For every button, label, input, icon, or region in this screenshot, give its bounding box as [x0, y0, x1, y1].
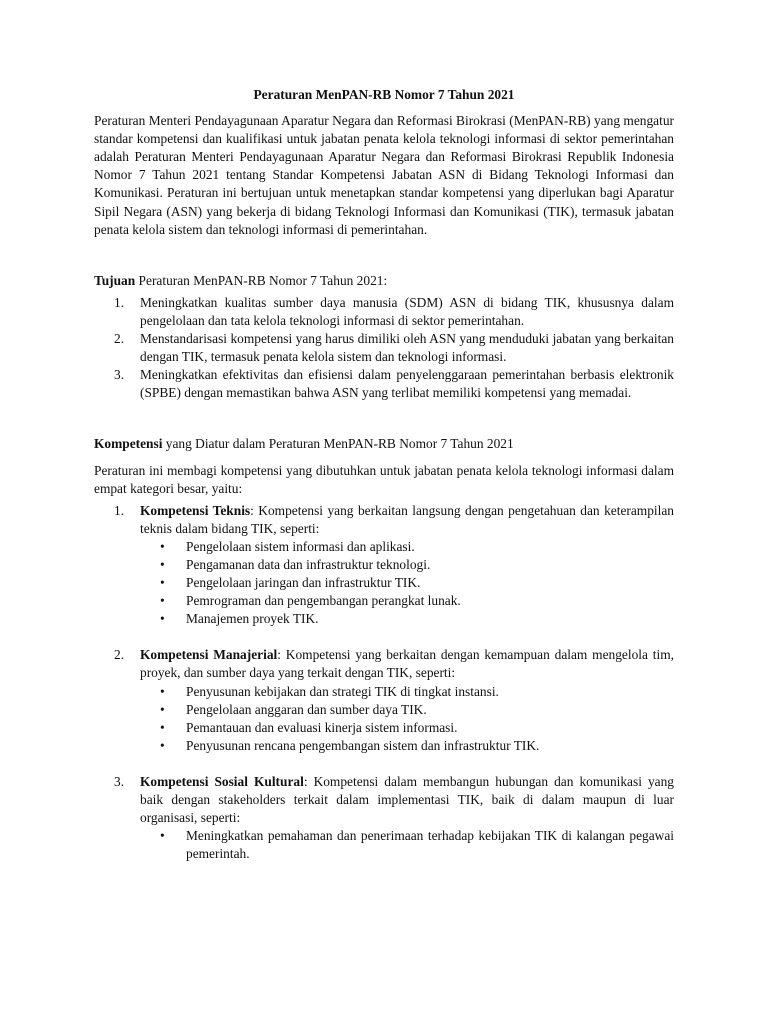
category-item: [94, 502, 674, 647]
document-page: [94, 86, 674, 863]
category-name: Kompetensi Sosial Kultural: [140, 773, 304, 789]
document-title: Peraturan MenPAN-RB Nomor 7 Tahun 2021: [253, 87, 515, 102]
tujuan-list: [94, 294, 674, 403]
bullet-icon: •: [160, 611, 165, 627]
intro-paragraph: Peraturan Menteri Pendayagunaan Aparatur Negara dan Reformasi Birokrasi (MenPAN-RB) yang mengatur standar kompetensi dan kualifikasi untuk jabatan penata kelola teknologi informasi di sektor pemerintahan adalah Peraturan Menteri Pendayagunaan Aparatur Negara dan Reformasi Birokrasi Republik Indonesia Nomor 7 Tahun 2021 tentang Standar Kompetensi Jabatan ASN di Bidang Teknologi Informasi dan Komunikasi. Peraturan ini bertujuan untuk menetapkan standar kompetensi yang diperlukan bagi Aparatur Sipil Negara (ASN) yang bekerja di bidang Teknologi Informasi dan Komunikasi (TIK), termasuk jabatan penata kelola sistem dan teknologi informasi di pemerintahan.: [94, 113, 674, 237]
bullet-text: Pengelolaan jaringan dan infrastruktur TIK.: [186, 575, 421, 591]
list-item: [94, 294, 674, 330]
bullet-text: Pengelolaan sistem informasi dan aplikasi.: [186, 538, 415, 554]
bullet-text: Manajemen proyek TIK.: [186, 611, 319, 627]
tujuan-heading-bold: Tujuan: [94, 272, 136, 288]
bullet-text: Pengelolaan anggaran dan sumber daya TIK.: [186, 701, 427, 717]
list-text: Meningkatkan kualitas sumber daya manusia (SDM) ASN di bidang TIK, khususnya dalam pengelolaan dan tata kelola teknologi informasi di sektor pemerintahan.: [140, 294, 674, 328]
kompetensi-intro: Peraturan ini membagi kompetensi yang dibutuhkan untuk jabatan penata kelola teknologi informasi dalam empat kategori besar, yaitu:: [94, 462, 674, 496]
bullet-list: [140, 827, 674, 863]
bullet-icon: •: [160, 556, 165, 572]
category-name: Kompetensi Teknis: [140, 502, 251, 518]
list-item: [94, 330, 674, 366]
tujuan-heading-rest: Peraturan MenPAN-RB Nomor 7 Tahun 2021:: [135, 272, 388, 288]
bullet-item: [94, 683, 674, 701]
bullet-item: [94, 737, 674, 755]
category-item: [94, 773, 674, 863]
list-item: [94, 366, 674, 402]
bullet-icon: •: [160, 538, 165, 554]
bullet-item: [94, 610, 674, 628]
bullet-item: [94, 556, 674, 574]
list-text: Meningkatkan efektivitas dan efisiensi dalam penyelenggaraan pemerintahan berbasis elektronik (SPBE) dengan memastikan bahwa ASN yang terlibat memiliki kompetensi yang memadai.: [140, 367, 674, 401]
bullet-icon: •: [160, 575, 165, 591]
bullet-item: [94, 701, 674, 719]
list-number: 3.: [114, 773, 125, 789]
category-name: Kompetensi Manajerial: [140, 647, 278, 663]
tujuan-heading: [94, 272, 674, 290]
list-number: 3.: [114, 367, 125, 383]
list-number: 2.: [114, 647, 125, 663]
bullet-icon: •: [160, 737, 165, 753]
bullet-item: [94, 719, 674, 737]
category-item: [94, 646, 674, 773]
bullet-icon: •: [160, 719, 165, 735]
bullet-text: Pemrograman dan pengembangan perangkat lunak.: [186, 593, 461, 609]
bullet-item: [94, 592, 674, 610]
kompetensi-heading: [94, 435, 674, 453]
list-number: 1.: [114, 294, 125, 310]
bullet-icon: •: [160, 701, 165, 717]
category-desc: : Kompetensi yang berkaitan langsung dengan pengetahuan dan keterampilan teknis dalam bidang TIK, seperti:: [140, 502, 674, 536]
bullet-icon: •: [160, 683, 165, 699]
bullet-list: [94, 538, 674, 628]
kompetensi-heading-bold: Kompetensi: [94, 436, 163, 452]
kompetensi-list: [94, 502, 674, 864]
bullet-item: [140, 827, 674, 863]
bullet-icon: •: [160, 593, 165, 609]
bullet-text: Meningkatkan pemahaman dan penerimaan terhadap kebijakan TIK di kalangan pegawai pemerintah.: [186, 828, 674, 862]
bullet-text: Pemantauan dan evaluasi kinerja sistem informasi.: [186, 719, 458, 735]
bullet-item: [94, 574, 674, 592]
list-number: 1.: [114, 502, 125, 518]
kompetensi-heading-rest: yang Diatur dalam Peraturan MenPAN-RB Nomor 7 Tahun 2021: [162, 436, 514, 452]
bullet-text: Penyusunan rencana pengembangan sistem dan infrastruktur TIK.: [186, 737, 540, 753]
bullet-text: Penyusunan kebijakan dan strategi TIK di tingkat instansi.: [186, 683, 499, 699]
bullet-icon: •: [160, 828, 165, 844]
list-text: Menstandarisasi kompetensi yang harus dimiliki oleh ASN yang menduduki jabatan yang berkaitan dengan TIK, termasuk penata kelola sistem dan teknologi informasi.: [140, 331, 674, 365]
category-desc: : Kompetensi dalam membangun hubungan dan komunikasi yang baik dengan stakeholders terkait dalam implementasi TIK, baik di dalam maupun di luar organisasi, seperti:: [140, 773, 674, 826]
category-desc: : Kompetensi yang berkaitan dengan kemampuan dalam mengelola tim, proyek, dan sumber daya yang terkait dengan TIK, seperti:: [140, 647, 674, 681]
bullet-list: [94, 683, 674, 755]
bullet-text: Pengamanan data dan infrastruktur teknologi.: [186, 556, 431, 572]
list-number: 2.: [114, 331, 125, 347]
bullet-item: [94, 538, 674, 556]
